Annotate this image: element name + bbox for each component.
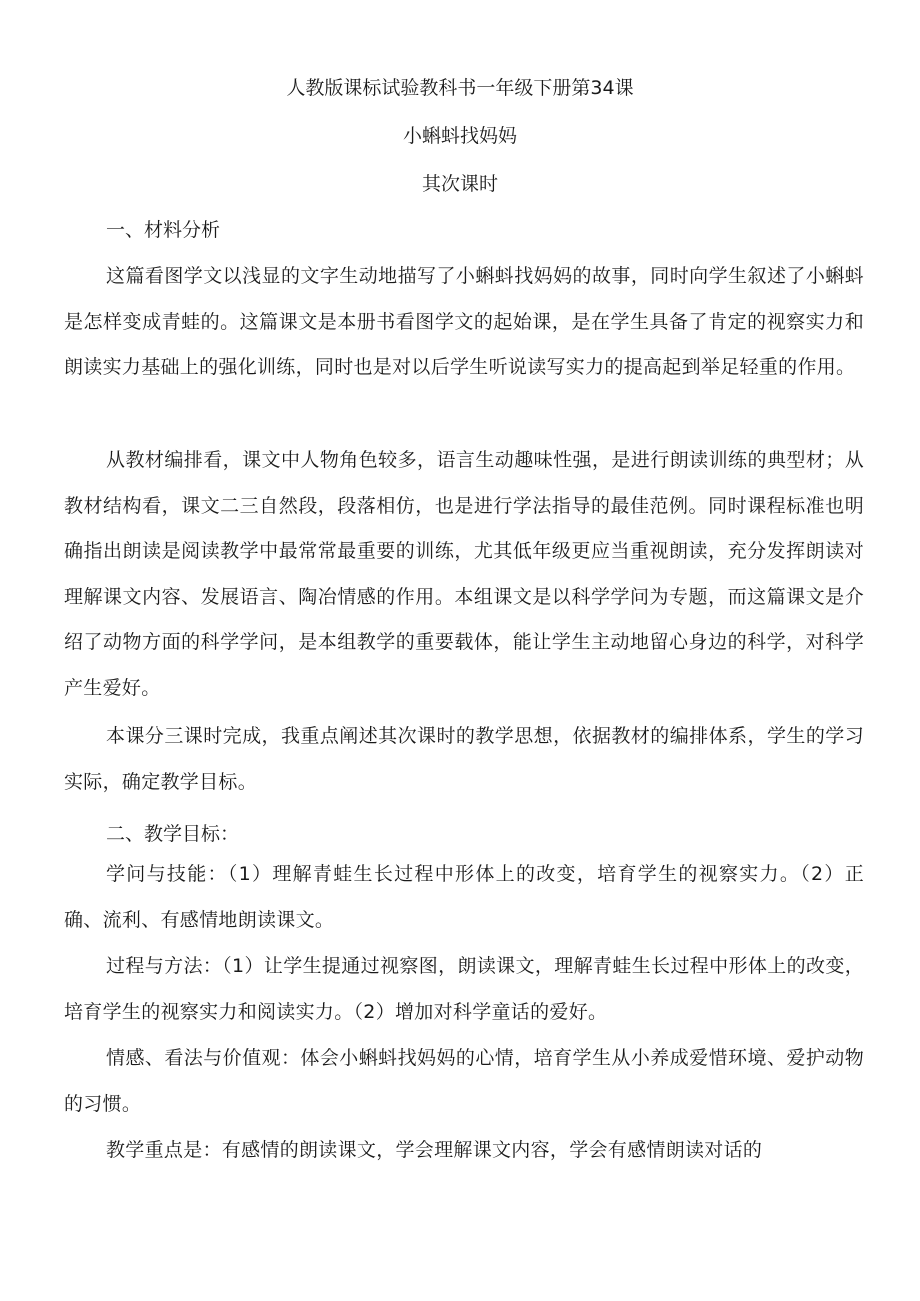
- paragraph-knowledge-skills: 学问与技能：（1）理解青蛙生长过程中形体上的改变，培育学生的视察实力。（2）正确、流利、有感情地朗读课文。: [64, 863, 864, 931]
- paragraph-process-methods: 过程与方法：（1）让学生提通过视察图，朗读课文，理解青蛙生长过程中形体上的改变，培育学生的视察实力和阅读实力。（2）增加对科学童话的爱好。: [64, 955, 864, 1023]
- paragraph-material-intro: 这篇看图学文以浅显的文字生动地描写了小蝌蚪找妈妈的故事，同时向学生叙述了小蝌蚪是怎样变成青蛙的。这篇课文是本册书看图学文的起始课，是在学生具备了肯定的视察实力和朗读实力基础上的强化训练，同时也是对以后学生听说读写实力的提高起到举足轻重的作用。: [64, 265, 864, 378]
- section-heading-material-analysis: 一、材料分析: [106, 219, 221, 241]
- paragraph-material-structure: 从教材编排看，课文中人物角色较多，语言生动趣味性强，是进行朗读训练的典型材；从教材结构看，课文二三自然段，段落相仿，也是进行学法指导的最佳范例。同时课程标准也明确指出朗读是阅读教学中最常常最重要的训练，尤其低年级更应当重视朗读，充分发挥朗读对理解课文内容、发展语言、陶冶情感的作用。本组课文是以科学学问为专题，而这篇课文是介绍了动物方面的科学学问，是本组教学的重要载体，能让学生主动地留心身边的科学，对科学产生爱好。: [64, 449, 864, 699]
- document-title: 小蝌蚪找妈妈: [402, 125, 517, 147]
- paragraph-emotion-values: 情感、看法与价值观：体会小蝌蚪找妈妈的心情，培育学生从小养成爱惜环境、爱护动物的习惯。: [64, 1047, 864, 1115]
- paragraph-teaching-focus: 教学重点是：有感情的朗读课文，学会理解课文内容，学会有感情朗读对话的: [106, 1139, 763, 1161]
- document-subtitle: 人教版课标试验教科书一年级下册第34课: [286, 77, 634, 99]
- section-heading-teaching-goals: 二、教学目标：: [106, 823, 240, 845]
- lesson-label: 其次课时: [421, 173, 498, 195]
- paragraph-lesson-plan: 本课分三课时完成，我重点阐述其次课时的教学思想，依据教材的编排体系，学生的学习实际，确定教学目标。: [64, 725, 864, 793]
